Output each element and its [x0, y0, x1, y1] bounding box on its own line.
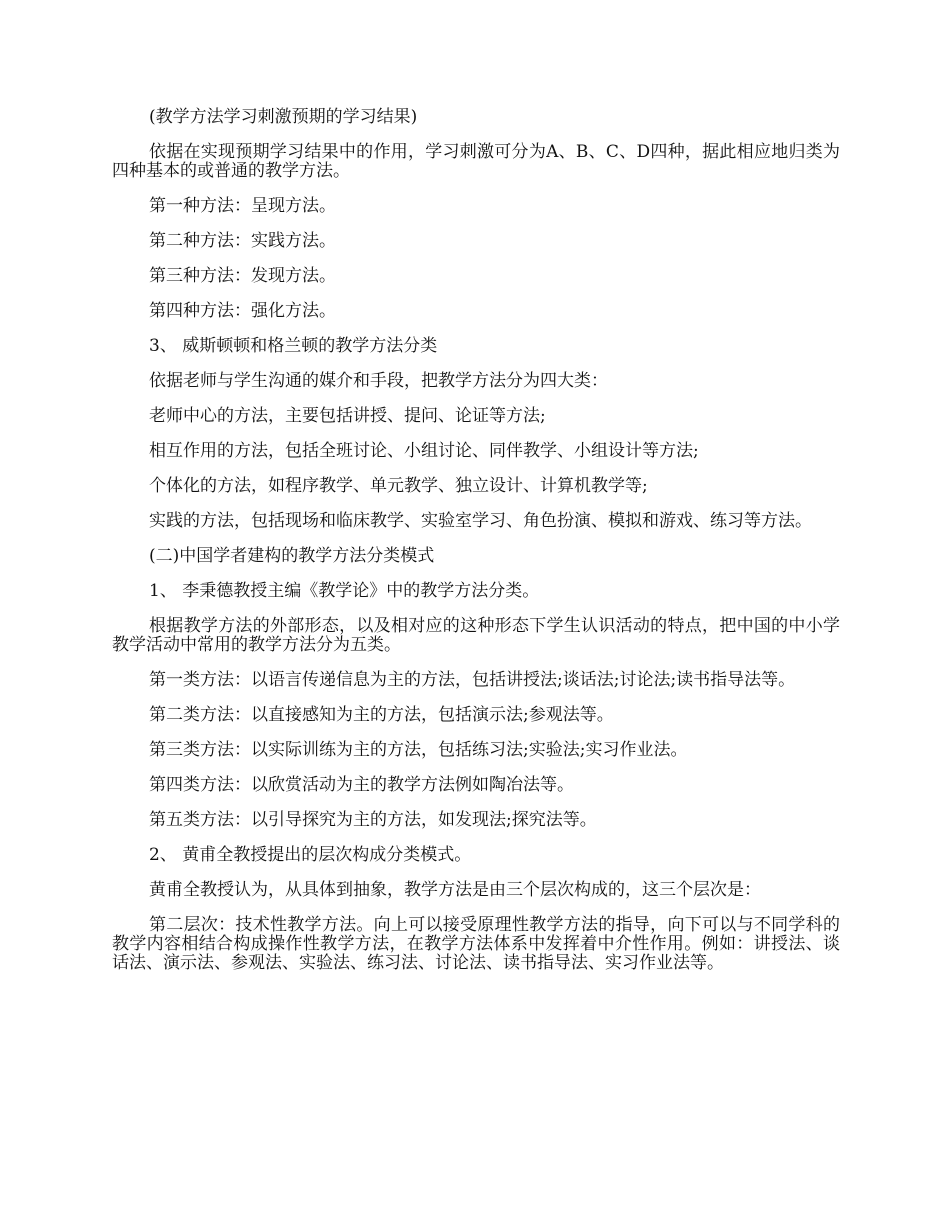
paragraph-4: 第二种方法：实践方法。 — [149, 231, 336, 251]
paragraph-6: 第四种方法：强化方法。 — [149, 301, 336, 321]
paragraph-17: 第二类方法：以直接感知为主的方法，包括演示法;参观法等。 — [149, 705, 614, 725]
paragraph-9: 老师中心的方法，主要包括讲授、提问、论证等方法; — [149, 406, 546, 426]
paragraph-15: 根据教学方法的外部形态，以及相对应的这种形态下学生认识活动的特点，把中国的中小学教学活动中常用的教学方法分为五类。 — [112, 616, 840, 655]
paragraph-10: 相互作用的方法，包括全班讨论、小组讨论、同伴教学、小组设计等方法; — [149, 441, 699, 461]
paragraph-22: 黄甫全教授认为，从具体到抽象，教学方法是由三个层次构成的，这三个层次是： — [149, 880, 761, 900]
section-heading-3: 3、 威斯顿顿和格兰顿的教学方法分类 — [149, 336, 438, 356]
paragraph-2: 依据在实现预期学习结果中的作用，学习刺激可分为A、B、C、D四种，据此相应地归类为四种基本的或普通的教学方法。 — [112, 142, 840, 181]
section-heading-1: 1、 李秉德教授主编《教学论》中的教学方法分类。 — [149, 581, 540, 601]
document-body — [112, 108, 840, 989]
paragraph-18: 第三类方法：以实际训练为主的方法，包括练习法;实验法;实习作业法。 — [149, 740, 688, 760]
paragraph-11: 个体化的方法，如程序教学、单元教学、独立设计、计算机教学等; — [149, 476, 648, 496]
paragraph-3: 第一种方法：呈现方法。 — [149, 196, 336, 216]
paragraph-20: 第五类方法：以引导探究为主的方法，如发现法;探究法等。 — [149, 810, 597, 830]
section-heading-2: 2、 黄甫全教授提出的层次构成分类模式。 — [149, 845, 472, 865]
paragraph-12: 实践的方法，包括现场和临床教学、实验室学习、角色扮演、模拟和游戏、练习等方法。 — [149, 511, 812, 531]
paragraph-19: 第四类方法：以欣赏活动为主的教学方法例如陶冶法等。 — [149, 775, 574, 795]
paragraph-5: 第三种方法：发现方法。 — [149, 266, 336, 286]
section-heading-china: (二)中国学者建构的教学方法分类模式 — [149, 546, 435, 566]
paragraph-1: (教学方法学习刺激预期的学习结果) — [149, 107, 418, 127]
paragraph-8: 依据老师与学生沟通的媒介和手段，把教学方法分为四大类： — [149, 371, 608, 391]
paragraph-16: 第一类方法：以语言传递信息为主的方法，包括讲授法;谈话法;讨论法;读书指导法等。 — [149, 670, 796, 690]
paragraph-23: 第二层次：技术性教学方法。向上可以接受原理性教学方法的指导，向下可以与不同学科的教学内容相结合构成操作性教学方法，在教学方法体系中发挥着中介性作用。例如：讲授法、谈话法、演示法、参观法、实验法、练习法、讨论法、读书指导法、实习作业法等。 — [112, 915, 840, 973]
